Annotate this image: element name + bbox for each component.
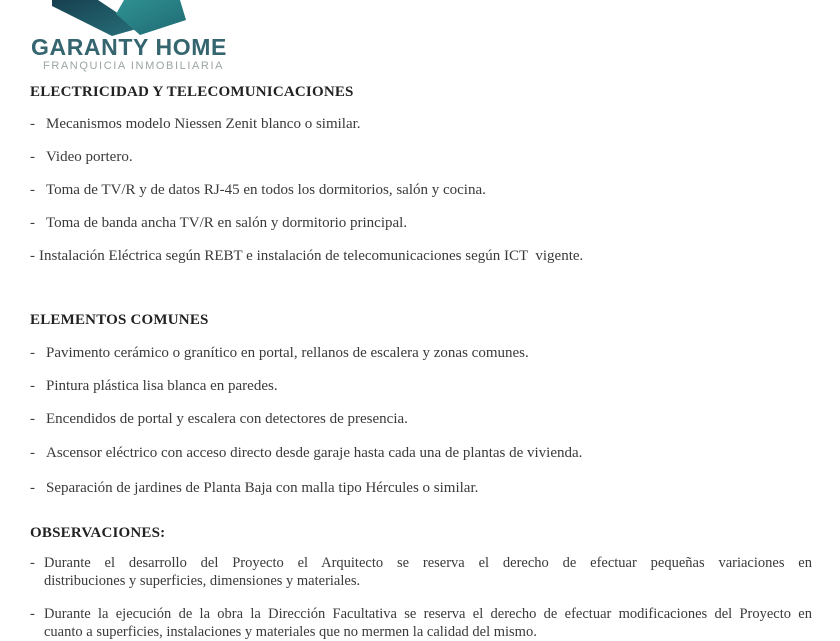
list-item <box>30 182 816 198</box>
observaciones-paragraph <box>30 554 812 590</box>
bullet-dash: - <box>30 445 35 461</box>
section-heading-electricidad: ELECTRICIDAD Y TELECOMUNICACIONES <box>30 84 354 100</box>
paragraph-line: distribuciones y superficies, dimensiones y materiales. <box>44 573 361 589</box>
bullet-dash: - <box>30 345 35 361</box>
paragraph-line: Durante la ejecución de la obra la Dirección Facultativa se reserva el derecho de efectuar modificaciones del Proyecto en <box>44 606 812 622</box>
list-item-text: Toma de TV/R y de datos RJ-45 en todos los dormitorios, salón y cocina. <box>46 182 486 198</box>
list-item <box>30 248 816 264</box>
paragraph-line: Durante el desarrollo del Proyecto el Arquitecto se reserva el derecho de efectuar pequeñas variaciones en <box>44 555 812 571</box>
paragraph-text <box>44 554 812 590</box>
bullet-dash: - <box>30 555 35 571</box>
list-item <box>30 378 816 394</box>
brand-name: GARANTY HOME <box>31 34 227 60</box>
paragraph-text <box>44 605 812 641</box>
garanty-home-logo-icon <box>52 0 188 36</box>
list-item <box>30 149 816 165</box>
list-item-text: Ascensor eléctrico con acceso directo desde garaje hasta cada una de plantas de vivienda. <box>46 445 583 461</box>
paragraph-line-clipped: cuanto a superficies, instalaciones y materiales que no mermen la calidad del mismo. <box>44 624 537 640</box>
list-item <box>30 215 816 231</box>
list-item <box>30 345 816 361</box>
list-item-text: Pintura plástica lisa blanca en paredes. <box>46 378 278 394</box>
section-heading-elementos-comunes: ELEMENTOS COMUNES <box>30 312 209 328</box>
list-item <box>30 480 816 496</box>
section-heading-observaciones: OBSERVACIONES: <box>30 525 166 541</box>
bullet-dash: - <box>30 116 35 132</box>
bullet-dash: - <box>30 411 35 427</box>
bullet-dash: - <box>30 378 35 394</box>
list-item-text: Mecanismos modelo Niessen Zenit blanco o similar. <box>46 116 361 132</box>
bullet-dash: - <box>30 606 35 622</box>
list-item-text: Toma de banda ancha TV/R en salón y dormitorio principal. <box>46 215 408 231</box>
list-item-text: Encendidos de portal y escalera con detectores de presencia. <box>46 411 408 427</box>
list-item-text: Separación de jardines de Planta Baja con malla tipo Hércules o similar. <box>46 480 479 496</box>
list-item <box>30 116 816 132</box>
list-item <box>30 411 816 427</box>
brand-tagline: FRANQUICIA INMOBILIARIA <box>43 60 225 72</box>
bullet-dash: - <box>30 215 35 231</box>
bullet-dash: - <box>30 149 35 165</box>
list-item <box>30 445 816 461</box>
bullet-dash: - <box>30 248 35 264</box>
bullet-dash: - <box>30 182 35 198</box>
list-item-text: Instalación Eléctrica según REBT e instalación de telecomunicaciones según ICT vigente. <box>39 248 584 264</box>
list-item-text: Pavimento cerámico o granítico en portal, rellanos de escalera y zonas comunes. <box>46 345 529 361</box>
bullet-dash: - <box>30 480 35 496</box>
list-item-text: Video portero. <box>46 149 133 165</box>
observaciones-paragraph <box>30 605 812 641</box>
